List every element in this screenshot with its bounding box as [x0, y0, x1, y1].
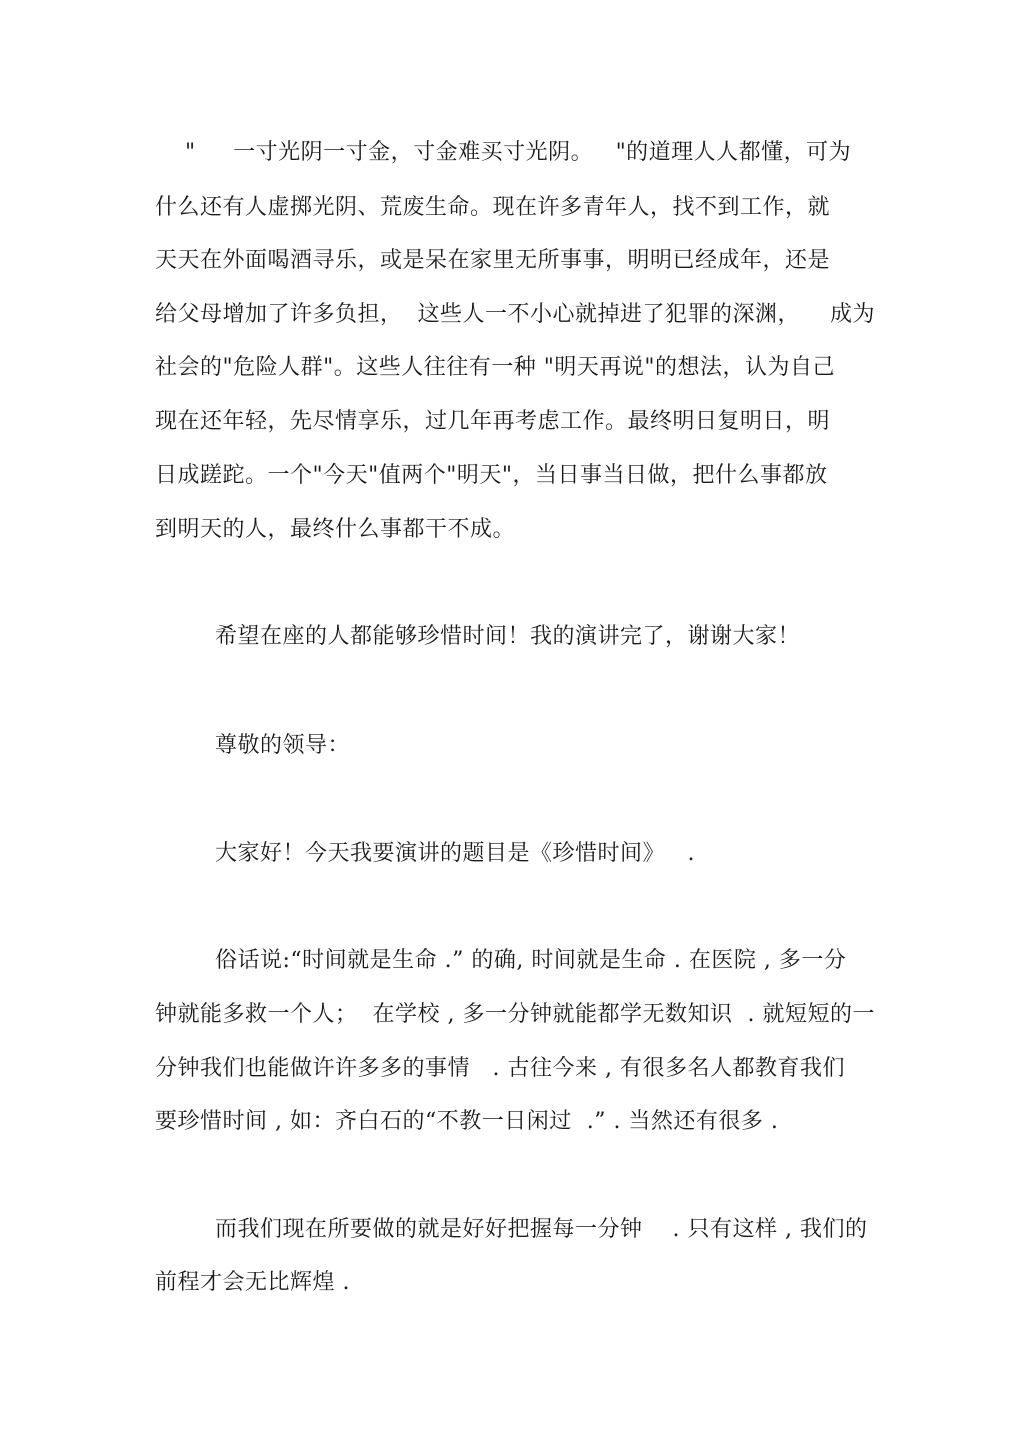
paragraph-line: 天天在外面喝酒寻乐，或是呆在家里无所事事，明明已经成年，还是 [155, 248, 831, 273]
paragraph-line: 要珍惜时间 , 如：齐白石的“不教一日闲过 .” . 当然还有很多 . [155, 1109, 779, 1134]
paragraph-line: 钟就能多救一个人； 在学校 , 多一分钟就能都学无数知识 . 就短短的一 [155, 1002, 875, 1027]
paragraph-line: 现在还年轻，先尽情享乐，过几年再考虑工作。最终明日复明日，明 [155, 409, 831, 434]
paragraph-line: 什么还有人虚掷光阴、荒废生命。现在许多青年人，找不到工作，就 [155, 195, 831, 220]
salutation: 尊敬的领导： [215, 733, 351, 758]
paragraph-line: 到明天的人，最终什么事都干不成。 [155, 517, 516, 542]
paragraph-line: 而我们现在所要做的就是好好把握每一分钟 . 只有这样 , 我们的 [215, 1217, 868, 1242]
paragraph-line: 日成蹉跎。一个"今天"值两个"明天"，当日事当日做，把什么事都放 [155, 463, 828, 488]
paragraph-line: " 一寸光阴一寸金，寸金难买寸光阴。 "的道理人人都懂，可为 [185, 140, 852, 165]
paragraph-line: 大家好！今天我要演讲的题目是《珍惜时间》 . [215, 841, 695, 866]
paragraph-line: 希望在座的人都能够珍惜时间！我的演讲完了，谢谢大家！ [215, 624, 801, 649]
paragraph-line: 社会的"危险人群"。这些人往往有一种 "明天再说"的想法，认为自己 [155, 355, 835, 380]
paragraph-line: 前程才会无比辉煌 . [155, 1270, 350, 1295]
paragraph-line: 俗话说:“时间就是生命 .” 的确, 时间就是生命 . 在医院 , 多一分 [215, 948, 847, 973]
paragraph-line: 给父母增加了许多负担， 这些人一不小心就掉进了犯罪的深渊， 成为 [155, 302, 875, 327]
paragraph-line: 分钟我们也能做许许多多的事情 . 古往今来 , 有很多名人都教育我们 [155, 1056, 845, 1081]
